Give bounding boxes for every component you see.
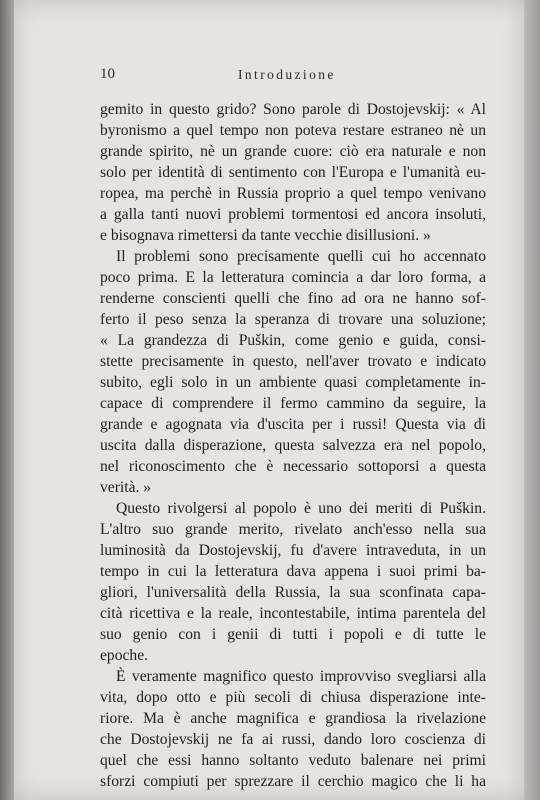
- scan-left-edge: [0, 0, 14, 800]
- text-line: poco prima. E la letteratura comincia a dar loro forma, a: [100, 269, 486, 286]
- text-line: solo per identità di sentimento con l'Europa e l'umanità eu-: [100, 164, 486, 181]
- text-line: subito, egli solo in un ambiente quasi completamente in-: [100, 374, 486, 391]
- text-line: uscita dalla disperazione, questa salvezza era nel popolo,: [100, 437, 486, 454]
- text-line: che Dostojevskij ne fa ai russi, dando loro coscienza di: [100, 731, 486, 748]
- scan-right-edge: [524, 0, 540, 800]
- text-line: capace di comprendere il fermo cammino da seguire, la: [100, 395, 486, 412]
- text-line: luminosità da Dostojevskij, fu d'avere intraveduta, in un: [100, 542, 486, 559]
- text-line: stette precisamente in questo, nell'aver trovato e indicato: [100, 353, 486, 370]
- text-line: grande e agognata via d'uscita per i russi! Questa via di: [100, 416, 486, 433]
- text-line: byronismo a quel tempo non poteva restare estraneo nè un: [100, 122, 486, 139]
- text-line: gliori, l'universalità della Russia, la sua sconfinata capa-: [100, 584, 486, 601]
- text-line: cità ricettiva e la reale, incontestabile, intima parentela del: [100, 605, 486, 622]
- text-line: tempo in cui la letteratura dava appena i suoi primi ba-: [100, 563, 486, 580]
- text-line: riore. Ma è anche magnifica e grandiosa la rivelazione: [100, 710, 486, 727]
- text-line: L'altro suo grande merito, rivelato anch'esso nella sua: [100, 521, 486, 538]
- text-line: Il problemi sono precisamente quelli cui ho accennato: [116, 248, 486, 265]
- page-header: [88, 66, 480, 86]
- text-line: È veramente magnifico questo improvviso svegliarsi alla: [116, 668, 486, 685]
- text-line: quel che essi hanno soltanto veduto balenare nei primi: [100, 752, 486, 769]
- text-line: grande spirito, nè un grande cuore: ciò era naturale e non: [100, 143, 486, 160]
- body-text: [100, 99, 486, 792]
- text-line: a galla tanti nuovi problemi tormentosi ed ancora insoluti,: [100, 206, 486, 223]
- running-title: Introduzione: [238, 67, 336, 82]
- text-line: suo genio con i genii di tutti i popoli e di tutte le: [100, 626, 486, 643]
- page-number: 10: [100, 66, 115, 82]
- text-line: nel riconoscimento che è necessario sottoporsi a questa: [100, 458, 486, 475]
- book-page: [14, 0, 524, 800]
- text-line: ropea, ma perchè in Russia proprio a quel tempo venivano: [100, 185, 486, 202]
- text-line: renderne conscienti quelli che fino ad ora ne hanno sof-: [100, 290, 486, 307]
- text-line: e bisognava rimettersi da tante vecchie disillusioni. »: [100, 227, 431, 244]
- text-line: ferto il peso senza la speranza di trovare una soluzione;: [100, 311, 486, 328]
- text-line: « La grandezza di Puškin, come genio e guida, consi-: [100, 332, 486, 349]
- text-line: epoche.: [100, 647, 149, 664]
- text-line: gemito in questo grido? Sono parole di Dostojevskij: « Al: [100, 101, 486, 118]
- text-line: vita, dopo otto e più secoli di chiusa disperazione inte-: [100, 689, 486, 706]
- text-line: sforzi compiuti per sprezzare il cerchio magico che li ha: [100, 773, 486, 790]
- text-line: Questo rivolgersi al popolo è uno dei meriti di Puškin.: [116, 500, 486, 517]
- text-line: verità. »: [100, 479, 152, 496]
